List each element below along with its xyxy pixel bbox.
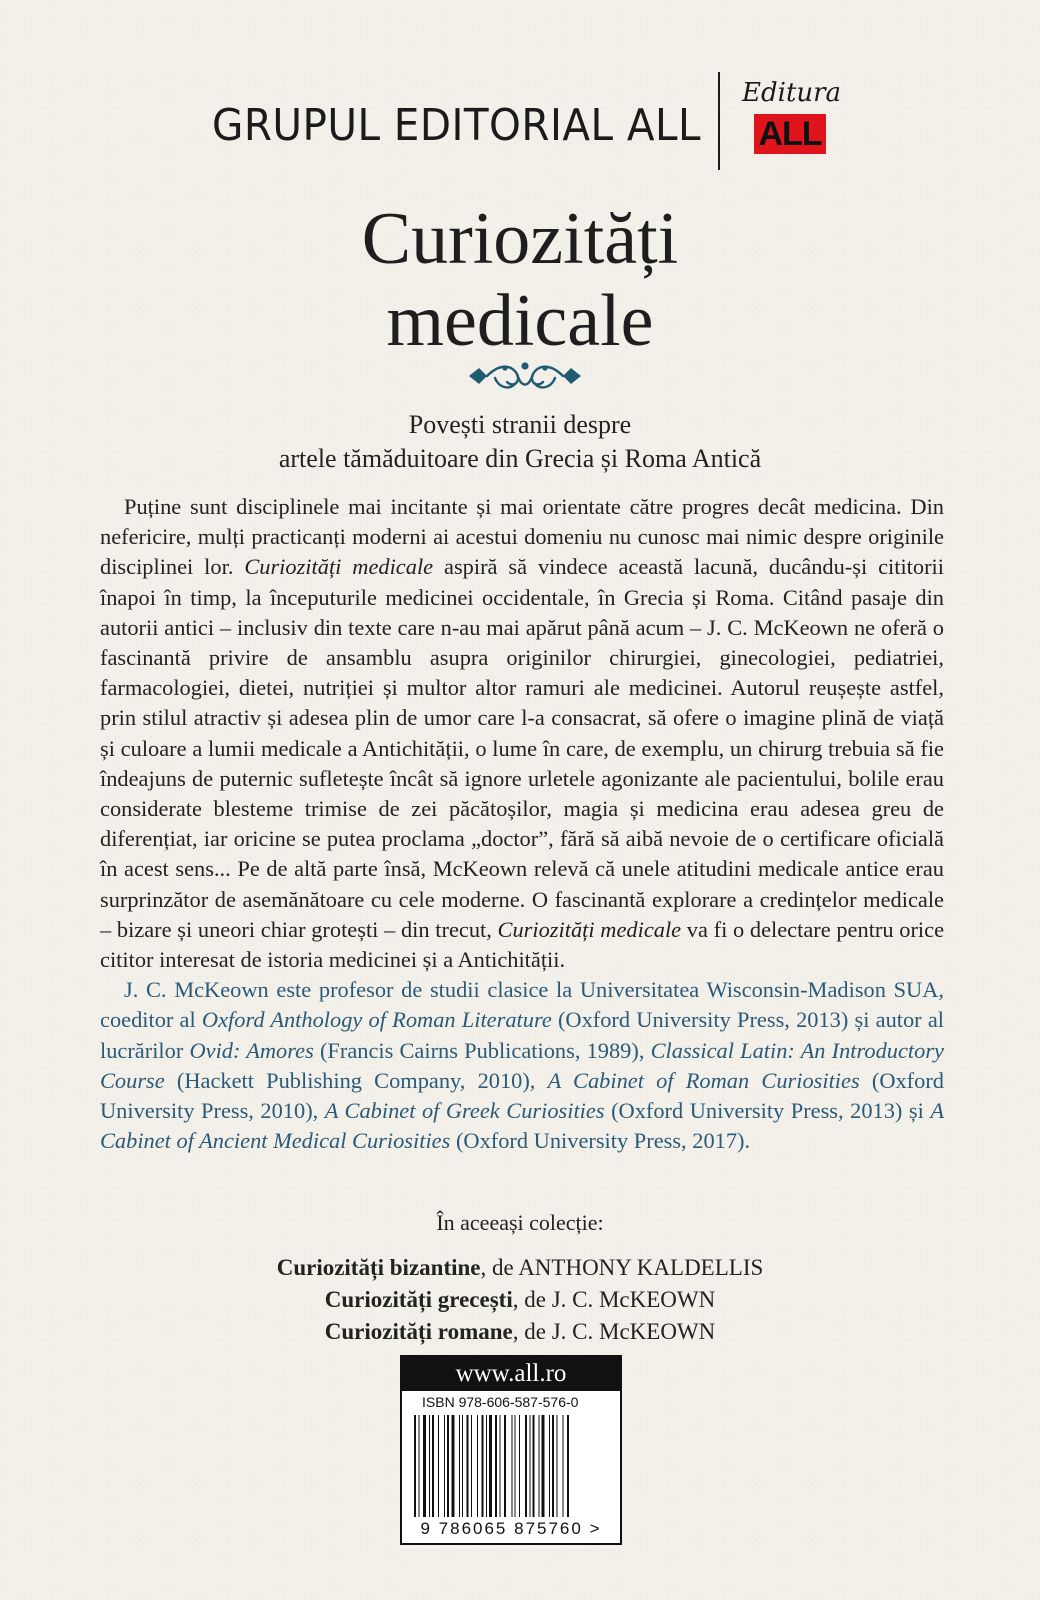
book-title (0, 198, 1040, 362)
subtitle-line-2: artele tămăduitoare din Grecia și Roma Antică (278, 444, 762, 473)
description-block (100, 492, 944, 1156)
collection-item-author: , de ANTHONY KALDELLIS (480, 1255, 764, 1280)
same-collection-list (0, 1208, 1040, 1348)
collection-item-author: , de J. C. McKEOWN (512, 1319, 716, 1344)
floral-ornament-icon (465, 358, 585, 394)
logo-mark: ALL (754, 114, 826, 154)
collection-item-title: Curiozități romane (324, 1319, 513, 1344)
collection-item (0, 1284, 1040, 1316)
collection-item-title: Curiozități bizantine (276, 1255, 481, 1280)
subtitle-line-1: Povești stranii despre (408, 410, 632, 439)
barcode-box (400, 1355, 622, 1545)
bio-text: J. C. McKeown este profesor de studii clasice la Universitatea Wisconsin-Madison SUA, coeditor al (100, 977, 944, 1033)
collection-label: În aceeași colecție: (436, 1210, 604, 1235)
logo-script: Editura (742, 78, 842, 108)
description-paragraph (100, 492, 944, 975)
header (0, 60, 1040, 170)
subtitle (0, 408, 1040, 476)
bio-work-title: Ovid: Amores (189, 1037, 314, 1063)
collection-item-title: Curiozități grecești (324, 1287, 513, 1312)
bio-text: (Oxford University Press, 2013) și autor al lucrărilor (100, 1007, 944, 1063)
book-title-italic: Curiozități medicale (244, 554, 434, 580)
isbn-label: ISBN 978-606-587-576-0 (422, 1394, 579, 1410)
bio-text: (Francis Cairns Publications, 1989), (313, 1037, 651, 1063)
bio-text: (Hackett Publishing Company, 2010), (164, 1067, 548, 1093)
bio-text: (Oxford University Press, 2017). (450, 1128, 751, 1154)
header-divider (718, 72, 720, 170)
title-line-2: medicale (386, 280, 654, 362)
collection-item (0, 1252, 1040, 1284)
collection-item (0, 1316, 1040, 1348)
bio-work-title: A Cabinet of Roman Curiosities (547, 1067, 860, 1093)
description-text: va fi o delectare pentru orice cititor interesat de istoria medicinei și a Antichității. (100, 916, 945, 973)
barcode-digits: 9 786065 875760 > (420, 1519, 602, 1538)
website-label: www.all.ro (402, 1357, 620, 1391)
bio-text: (Oxford University Press, 2010), (100, 1067, 944, 1124)
publisher-name: GRUPUL EDITORIAL ALL (212, 100, 702, 151)
description-text: aspiră să vindece această lacună, ducându-și cititorii înapoi în timp, la începuturile medicinei occidentale, în Grecia și Roma. Citând pasaje din autorii antici – inclusiv din texte care n-au mai apărut până acum – J. C. McKeown ne oferă o fascinantă privire de ansamblu asupra originilor chirurgiei, ginecologiei, pediatriei, farmacologiei, dietei, nutriției și multor altor ramuri ale medicinei. Autorul reușește astfel, prin stilul atractiv și adesea plin de umor care l-a consacrat, să ofere o imagine plină de viață și culoare a lumii medicale a Antichității, o lume în care, de exemplu, un chirurg trebuia să fie îndeajuns de puternic sufletește încât să ignore urletele agonizante ale pacientului, bolile erau considerate blesteme trimise de zei păcătoșilor, magia și medicina erau adesea greu de diferențiat, iar oricine se putea proclama „doctor”, fără să aibă nevoie de o certificare oficială în acest sens... Pe de altă parte însă, McKeown relevă că unele atitudini medicale antice erau surprinzător de asemănătoare cu cele moderne. O fascinantă explorare a credințelor medicale – bizare și uneori chiar grotești – din trecut, (100, 554, 944, 942)
author-bio-paragraph (100, 975, 944, 1156)
barcode-icon (414, 1415, 610, 1517)
description-text: Puține sunt disciplinele mai incitante și mai orientate către progres decât medicina. Din nefericire, mulți practicanți moderni ai acestui domeniu nu cunosc mai nimic despre originile disciplinei lor. (100, 494, 944, 580)
collection-item-author: , de J. C. McKEOWN (512, 1287, 716, 1312)
bio-text: (Oxford University Press, 2013) și (604, 1098, 931, 1124)
bio-work-title: Oxford Anthology of Roman Literature (201, 1007, 552, 1033)
book-title-italic: Curiozități medicale (497, 916, 682, 942)
bio-work-title: A Cabinet of Greek Curiosities (324, 1098, 605, 1124)
publisher-logo (740, 78, 842, 158)
bio-work-title: Classical Latin: An Introductory Course (100, 1037, 944, 1093)
bio-work-title: A Cabinet of Ancient Medical Curiosities (100, 1098, 945, 1154)
title-line-1: Curiozități (361, 198, 679, 280)
